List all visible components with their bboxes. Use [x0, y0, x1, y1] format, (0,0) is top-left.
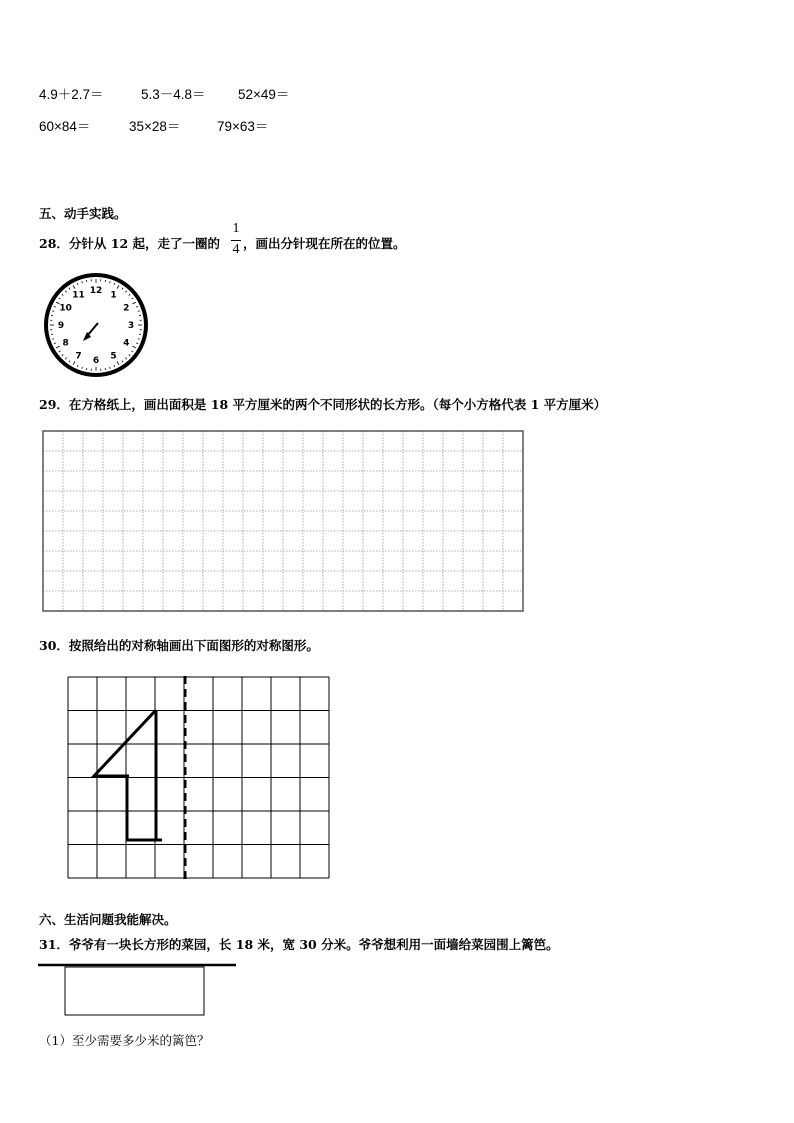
calc-4: 60×84＝ [39, 119, 91, 134]
fraction-numerator: 1 [232, 221, 240, 236]
garden-rectangle [65, 967, 204, 1015]
clock-number: 12 [89, 286, 103, 296]
square-grid-paper[interactable] [42, 430, 524, 612]
section-5-heading: 五、动手实践。 [39, 206, 127, 221]
calc-2: 5.3－4.8＝ [141, 87, 206, 102]
symmetry-grid[interactable] [67, 676, 332, 886]
section-6-heading: 六、生活问题我能解决。 [39, 912, 177, 927]
clock-number: 9 [57, 321, 65, 331]
clock-number: 3 [127, 321, 135, 331]
calc-5: 35×28＝ [129, 119, 181, 134]
fraction-bar [231, 240, 241, 241]
clock-number: 8 [62, 338, 69, 349]
q28-text-before: 28．分针从 12 起，走了一圈的 [39, 236, 220, 251]
clock-number: 1 [110, 290, 117, 301]
clock-number: 5 [110, 351, 117, 362]
garden-diagram [38, 963, 238, 1017]
calc-3: 52×49＝ [238, 87, 290, 102]
q29-text: 29．在方格纸上，画出面积是 18 平方厘米的两个不同形状的长方形。（每个小方格代表 1 平方厘米） [39, 397, 607, 412]
clock-number: 11 [72, 290, 85, 301]
clock-number: 4 [123, 338, 130, 349]
q31-sub1-text: （1）至少需要多少米的篱笆？ [39, 1033, 210, 1048]
q28-text-after: ，画出分针现在所在的位置。 [243, 236, 406, 251]
clock-face [43, 272, 153, 382]
clock-number: 6 [92, 356, 100, 366]
shape-diagonal-edge [94, 710, 156, 776]
clock-number: 2 [123, 303, 130, 314]
clock-number: 10 [59, 303, 72, 314]
q30-text: 30．按照给出的对称轴画出下面图形的对称图形。 [39, 638, 319, 653]
fraction-denominator: 4 [232, 242, 240, 257]
q31-text: 31．爷爷有一块长方形的菜园，长 18 米，宽 30 分米。爷爷想利用一面墙给菜园围上篱笆。 [39, 937, 559, 952]
clock-number: 7 [75, 351, 82, 362]
calc-1: 4.9＋2.7＝ [39, 87, 104, 102]
calc-6: 79×63＝ [217, 119, 269, 134]
